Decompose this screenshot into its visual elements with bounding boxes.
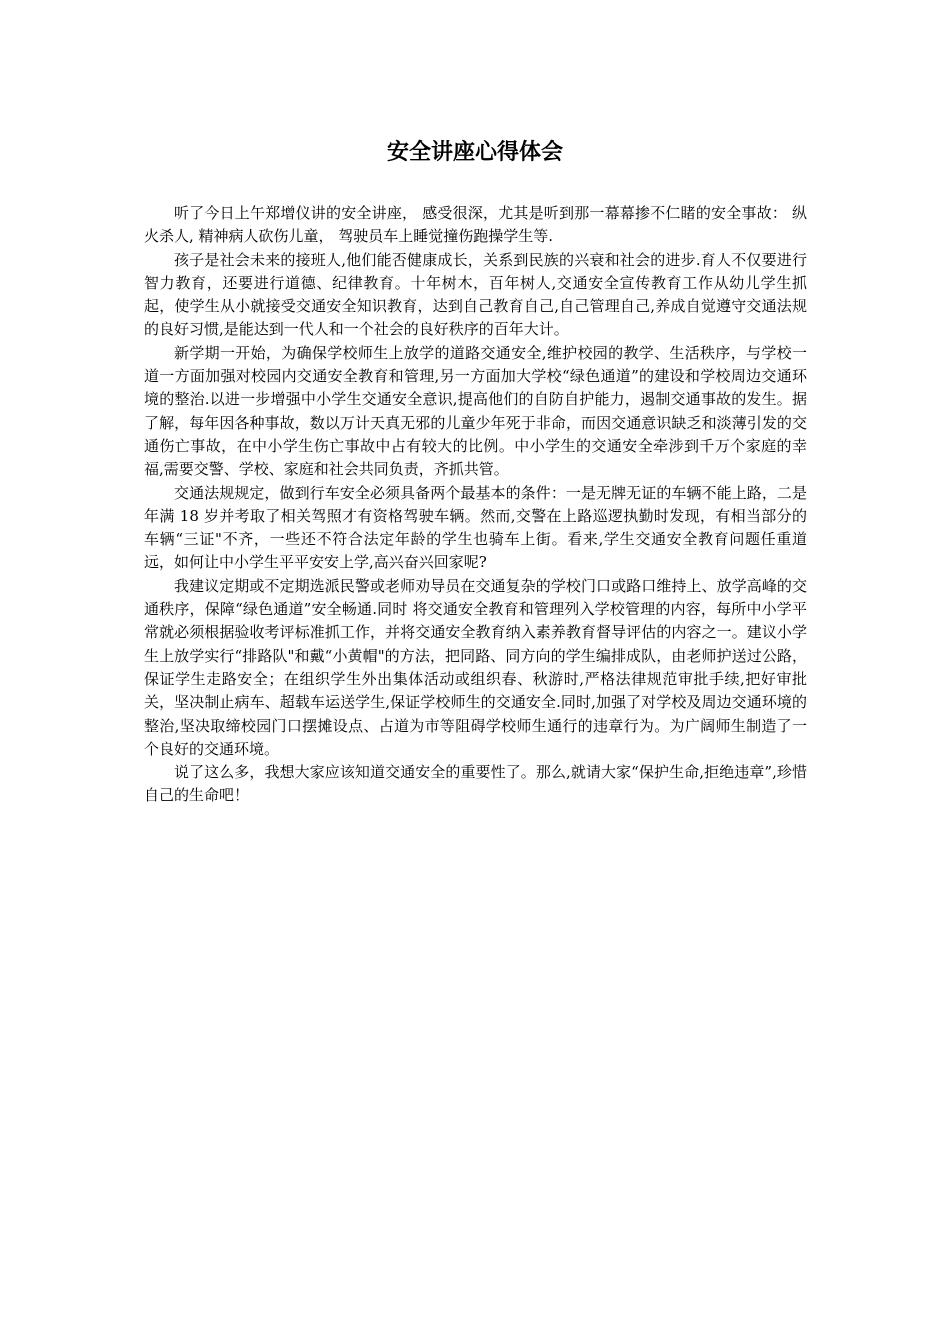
paragraph-2: 孩子是社会未来的接班人,他们能否健康成长，关系到民族的兴衰和社会的进步.育人不仅要进行智力教育，还要进行道德、纪律教育。十年树木，百年树人,交通安全宣传教育工作从幼儿学生抓起，使学生从小就接受交通安全知识教育，达到自己教育自己,自己管理自己,养成自觉遵守交通法规的良好习惯,是能达到一代人和一个社会的良好秩序的百年大计。 — [144, 250, 807, 339]
paragraph-5: 我建议定期或不定期选派民警或老师劝导员在交通复杂的学校门口或路口维持上、放学高峰的交通秩序，保障“绿色通道”安全畅通.同时 将交通安全教育和管理列入学校管理的内容，每所中小学平常就必须根据验收考评标准抓工作，并将交通安全教育纳入素养教育督导评估的内容之一。建议小学生上放学实行“排路队"和戴“小黄帽"的方法，把同路、同方向的学生编排成队，由老师护送过公路，保证学生走路安全；在组织学生外出集体活动或组织春、秋游时,严格法律规范审批手续,把好审批关，坚决制止病车、超载车运送学生,保证学校师生的交通安全.同时,加强了对学校及周边交通环境的整治,坚决取缔校园门口摆摊设点、占道为市等阻碍学校师生通行的违章行为。为广阔师生制造了一个良好的交通环境。 — [144, 576, 807, 758]
document-body — [144, 202, 807, 808]
document-title: 安全讲座心得体会 — [386, 140, 563, 165]
paragraph-4: 交通法规规定，做到行车安全必须具备两个最基本的条件：一是无牌无证的车辆不能上路，二是年满 18 岁并考取了相关驾照才有资格驾驶车辆。然而,交警在上路巡逻执勤时发现，有相当部分的车辆“三证"不齐，一些还不符合法定年龄的学生也骑车上街。看来,学生交通安全教育问题任重道远，如何让中小学生平平安安上学,高兴奋兴回家呢? — [144, 483, 807, 572]
paragraph-3: 新学期一开始，为确保学校师生上放学的道路交通安全,维护校园的教学、生活秩序，与学校一道一方面加强对校园内交通安全教育和管理,另一方面加大学校“绿色通道”的建设和学校周边交通环境的整治.以进一步增强中小学生交通安全意识,提高他们的自防自护能力，遏制交通事故的发生。据了解，每年因各种事故，数以万计天真无邪的儿童少年死于非命，而因交通意识缺乏和淡薄引发的交通伤亡事故，在中小学生伤亡事故中占有较大的比例。中小学生的交通安全牵涉到千万个家庭的幸福,需要交警、学校、家庭和社会共同负责，齐抓共管。 — [144, 343, 807, 479]
paragraph-1: 听了今日上午郑增仪讲的安全讲座， 感受很深，尤其是听到那一幕幕掺不仁睹的安全事故： 纵火杀人, 精神病人砍伤儿童， 驾驶员车上睡觉撞伤跑操学生等. — [144, 204, 807, 246]
paragraph-6: 说了这么多，我想大家应该知道交通安全的重要性了。那么,就请大家“保护生命,拒绝违章”,珍惜自己的生命吧！ — [144, 763, 807, 805]
